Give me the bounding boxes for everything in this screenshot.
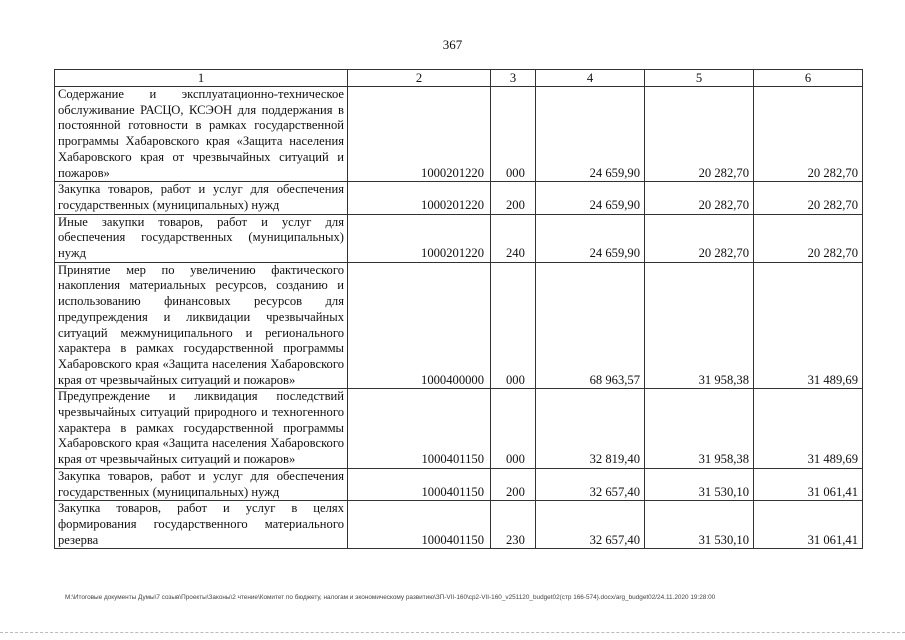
row-value-col5: 20 282,70 (645, 214, 754, 262)
row-target-code: 1000401150 (348, 389, 491, 469)
row-value-col5: 31 530,10 (645, 501, 754, 549)
row-target-code: 1000201220 (348, 214, 491, 262)
document-path-footer: M:\Итоговые документы Думы\7 созыв\Проекты\Законы\2 чтение\Комитет по бюджету, налогам и экономическому развитию\ЗП-VII-160\ср2-VII-160_v251120_budget02(стр 166-574).docx/arg_budget02/24.11.2020 19:28:00 (65, 594, 716, 601)
row-target-code: 1000401150 (348, 468, 491, 500)
row-expense-type: 000 (491, 87, 536, 182)
row-expense-type: 000 (491, 262, 536, 389)
row-target-code: 1000201220 (348, 87, 491, 182)
row-expense-type: 230 (491, 501, 536, 549)
row-name: Иные закупки товаров, работ и услуг для обеспечения государственных (муниципальных) нужд (55, 214, 348, 262)
row-value-col4: 68 963,57 (536, 262, 645, 389)
budget-table (54, 69, 863, 549)
page-edge-divider (0, 632, 905, 633)
column-header: 3 (491, 70, 536, 87)
table-row (55, 182, 863, 214)
row-name: Принятие мер по увеличению фактического накопления материальных ресурсов, созданию и использованию финансовых ресурсов для предупреждения и ликвидации чрезвычайных ситуаций межмуниципального и регионального характера в рамках государственной программы Хабаровского края «Защита населения Хабаровского края от чрезвычайных ситуаций и пожаров» (55, 262, 348, 389)
page-number: 367 (442, 37, 463, 52)
row-value-col4: 24 659,90 (536, 182, 645, 214)
table-row (55, 214, 863, 262)
row-value-col4: 24 659,90 (536, 214, 645, 262)
row-name: Закупка товаров, работ и услуг для обеспечения государственных (муниципальных) нужд (55, 182, 348, 214)
table-row (55, 501, 863, 549)
row-expense-type: 240 (491, 214, 536, 262)
row-value-col4: 32 819,40 (536, 389, 645, 469)
column-header: 4 (536, 70, 645, 87)
row-value-col4: 32 657,40 (536, 501, 645, 549)
table-row (55, 262, 863, 389)
row-value-col5: 31 530,10 (645, 468, 754, 500)
row-target-code: 1000201220 (348, 182, 491, 214)
table-row (55, 87, 863, 182)
row-value-col6: 20 282,70 (754, 182, 863, 214)
row-expense-type: 000 (491, 389, 536, 469)
row-target-code: 1000400000 (348, 262, 491, 389)
row-value-col6: 31 061,41 (754, 501, 863, 549)
column-header: 2 (348, 70, 491, 87)
row-name: Закупка товаров, работ и услуг в целях формирования государственного материального резерва (55, 501, 348, 549)
column-header: 6 (754, 70, 863, 87)
row-name: Предупреждение и ликвидация последствий чрезвычайных ситуаций природного и техногенного характера в рамках государственной программы Хабаровского края «Защита населения Хабаровского края от чрезвычайных ситуаций и пожаров» (55, 389, 348, 469)
row-value-col4: 32 657,40 (536, 468, 645, 500)
row-value-col4: 24 659,90 (536, 87, 645, 182)
row-value-col5: 31 958,38 (645, 389, 754, 469)
row-expense-type: 200 (491, 182, 536, 214)
table-row (55, 389, 863, 469)
row-expense-type: 200 (491, 468, 536, 500)
table-row (55, 468, 863, 500)
row-value-col5: 20 282,70 (645, 182, 754, 214)
row-name: Закупка товаров, работ и услуг для обеспечения государственных (муниципальных) нужд (55, 468, 348, 500)
row-value-col6: 31 489,69 (754, 389, 863, 469)
table-header-row (55, 70, 863, 87)
row-value-col5: 20 282,70 (645, 87, 754, 182)
row-name: Содержание и эксплуатационно-техническое обслуживание РАСЦО, КСЭОН для поддержания в постоянной готовности в рамках государственной программы Хабаровского края «Защита населения Хабаровского края от чрезвычайных ситуаций и пожаров» (55, 87, 348, 182)
row-value-col6: 31 489,69 (754, 262, 863, 389)
column-header: 5 (645, 70, 754, 87)
row-target-code: 1000401150 (348, 501, 491, 549)
row-value-col5: 31 958,38 (645, 262, 754, 389)
row-value-col6: 31 061,41 (754, 468, 863, 500)
column-header: 1 (55, 70, 348, 87)
row-value-col6: 20 282,70 (754, 87, 863, 182)
row-value-col6: 20 282,70 (754, 214, 863, 262)
